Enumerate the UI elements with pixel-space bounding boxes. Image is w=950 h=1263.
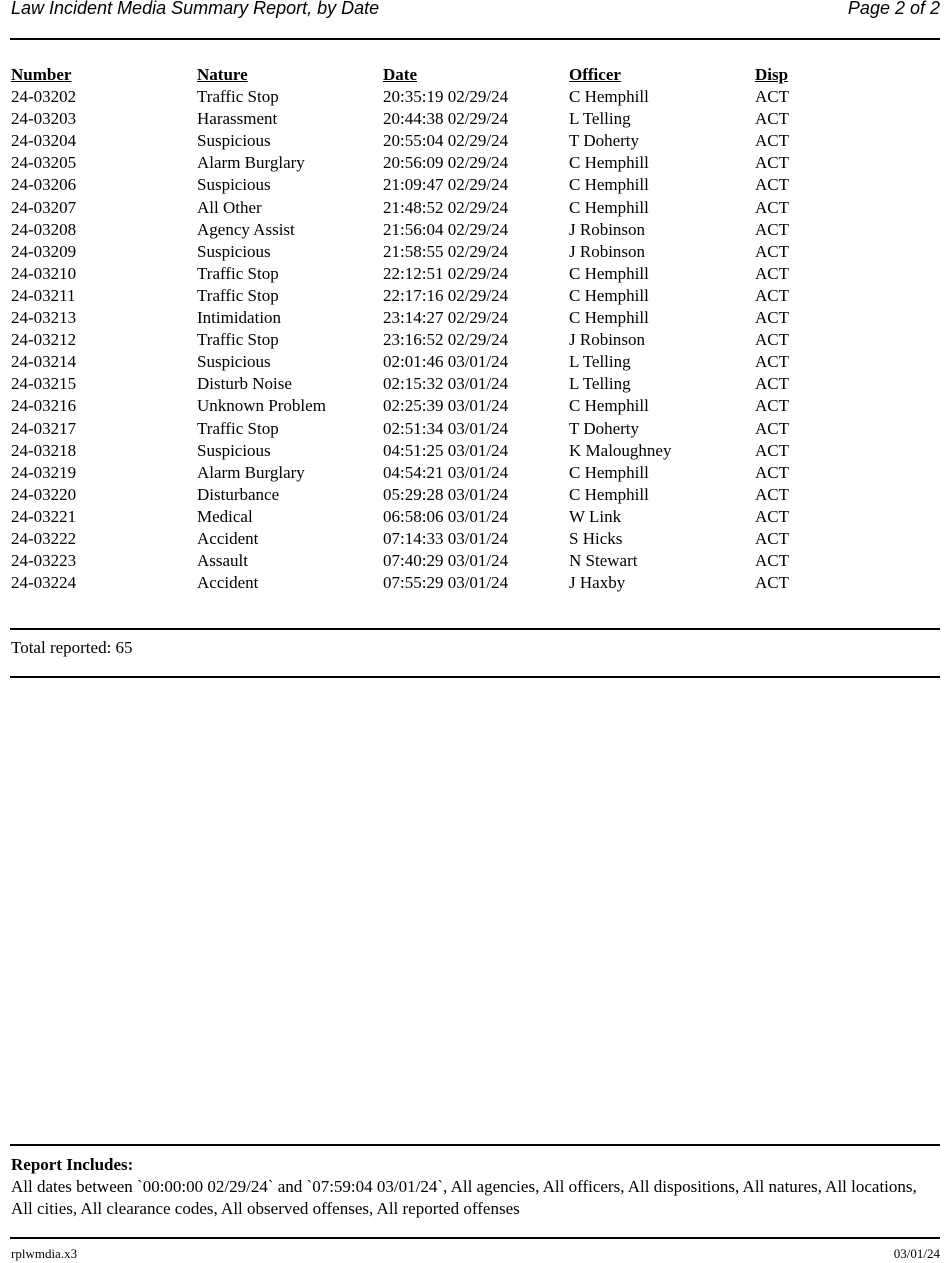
cell-disp: ACT <box>755 330 789 350</box>
cell-number: 24-03210 <box>11 263 77 283</box>
cell-officer: C Hemphill <box>569 175 649 195</box>
cell-nature: Unknown Problem <box>197 396 326 416</box>
cell-disp: ACT <box>755 241 789 261</box>
footer-divider <box>10 1237 940 1239</box>
cell-nature: Traffic Stop <box>197 330 279 350</box>
cell-date: 22:12:51 02/29/24 <box>383 263 509 283</box>
footer-date: 03/01/24 <box>893 1246 940 1261</box>
cell-nature: Accident <box>197 528 259 548</box>
cell-nature: Intimidation <box>197 308 282 328</box>
cell-nature: Disturb Noise <box>197 374 292 394</box>
cell-nature: Alarm Burglary <box>197 153 305 173</box>
cell-nature: Alarm Burglary <box>197 462 305 482</box>
cell-number: 24-03202 <box>11 87 77 107</box>
cell-date: 21:09:47 02/29/24 <box>383 175 509 195</box>
table-bottom-divider <box>10 628 940 630</box>
table-row <box>11 263 941 285</box>
cell-nature: All Other <box>197 197 262 217</box>
cell-date: 06:58:06 03/01/24 <box>383 506 509 526</box>
cell-officer: C Hemphill <box>569 263 649 283</box>
cell-officer: L Telling <box>569 109 631 129</box>
cell-disp: ACT <box>755 131 789 151</box>
cell-number: 24-03209 <box>11 241 77 261</box>
cell-nature: Traffic Stop <box>197 285 279 305</box>
column-header-officer: Officer <box>569 65 621 84</box>
cell-number: 24-03218 <box>11 440 77 460</box>
cell-number: 24-03219 <box>11 462 77 482</box>
table-row <box>11 86 941 108</box>
cell-number: 24-03224 <box>11 573 77 593</box>
cell-date: 05:29:28 03/01/24 <box>383 484 509 504</box>
report-includes-text: All dates between `00:00:00 02/29/24` and `07:59:04 03/01/24`, All agencies, All officers, All dispositions, All natures, All locations, All cities, All clearance codes, All observed offenses, All reported offenses <box>11 1177 917 1218</box>
cell-disp: ACT <box>755 374 789 394</box>
cell-number: 24-03203 <box>11 109 77 129</box>
cell-officer: L Telling <box>569 352 631 372</box>
cell-date: 23:14:27 02/29/24 <box>383 308 509 328</box>
cell-officer: J Robinson <box>569 219 646 239</box>
cell-disp: ACT <box>755 352 789 372</box>
cell-date: 23:16:52 02/29/24 <box>383 330 509 350</box>
cell-nature: Suspicious <box>197 175 271 195</box>
table-row <box>11 506 941 528</box>
cell-nature: Assault <box>197 551 248 571</box>
table-row <box>11 307 941 329</box>
cell-officer: L Telling <box>569 374 631 394</box>
report-includes-title: Report Includes: <box>11 1155 134 1174</box>
table-row <box>11 351 941 373</box>
cell-number: 24-03204 <box>11 131 77 151</box>
cell-number: 24-03212 <box>11 330 77 350</box>
cell-officer: J Haxby <box>569 573 626 593</box>
cell-date: 07:55:29 03/01/24 <box>383 573 509 593</box>
cell-disp: ACT <box>755 87 789 107</box>
table-row <box>11 572 941 594</box>
cell-disp: ACT <box>755 462 789 482</box>
table-row <box>11 130 941 152</box>
cell-number: 24-03223 <box>11 551 77 571</box>
cell-date: 20:55:04 02/29/24 <box>383 131 509 151</box>
cell-date: 21:56:04 02/29/24 <box>383 219 509 239</box>
cell-disp: ACT <box>755 219 789 239</box>
cell-disp: ACT <box>755 153 789 173</box>
table-row <box>11 108 941 130</box>
cell-officer: C Hemphill <box>569 308 649 328</box>
cell-officer: C Hemphill <box>569 285 649 305</box>
page-indicator: Page 2 of 2 <box>847 0 940 18</box>
cell-date: 21:48:52 02/29/24 <box>383 197 509 217</box>
cell-nature: Suspicious <box>197 352 271 372</box>
cell-date: 04:54:21 03/01/24 <box>383 462 509 482</box>
cell-nature: Traffic Stop <box>197 263 279 283</box>
cell-officer: C Hemphill <box>569 462 649 482</box>
cell-date: 20:56:09 02/29/24 <box>383 153 509 173</box>
table-row <box>11 241 941 263</box>
cell-date: 02:25:39 03/01/24 <box>383 396 509 416</box>
cell-nature: Traffic Stop <box>197 418 279 438</box>
table-row <box>11 219 941 241</box>
cell-nature: Accident <box>197 573 259 593</box>
cell-disp: ACT <box>755 528 789 548</box>
table-body <box>11 86 941 594</box>
summary-divider <box>10 676 940 678</box>
cell-date: 07:14:33 03/01/24 <box>383 528 509 548</box>
table-row <box>11 285 941 307</box>
header-divider <box>10 38 940 40</box>
cell-number: 24-03211 <box>11 285 76 305</box>
cell-date: 07:40:29 03/01/24 <box>383 551 509 571</box>
column-header-date: Date <box>383 65 417 84</box>
cell-disp: ACT <box>755 440 789 460</box>
column-header-number: Number <box>11 65 72 84</box>
table-row <box>11 484 941 506</box>
cell-disp: ACT <box>755 396 789 416</box>
cell-disp: ACT <box>755 109 789 129</box>
table-row <box>11 440 941 462</box>
cell-officer: C Hemphill <box>569 484 649 504</box>
table-row <box>11 329 941 351</box>
cell-nature: Medical <box>197 506 253 526</box>
cell-date: 02:01:46 03/01/24 <box>383 352 509 372</box>
cell-number: 24-03220 <box>11 484 77 504</box>
cell-nature: Suspicious <box>197 440 271 460</box>
table-row <box>11 528 941 550</box>
cell-number: 24-03205 <box>11 153 77 173</box>
cell-date: 20:35:19 02/29/24 <box>383 87 509 107</box>
cell-number: 24-03215 <box>11 374 77 394</box>
table-row <box>11 152 941 174</box>
cell-date: 02:15:32 03/01/24 <box>383 374 509 394</box>
report-code: rplwmdia.x3 <box>11 1246 78 1261</box>
cell-disp: ACT <box>755 197 789 217</box>
total-reported: Total reported: 65 <box>11 638 133 657</box>
cell-nature: Suspicious <box>197 131 271 151</box>
cell-number: 24-03222 <box>11 528 77 548</box>
cell-disp: ACT <box>755 175 789 195</box>
cell-officer: C Hemphill <box>569 396 649 416</box>
cell-number: 24-03214 <box>11 352 77 372</box>
cell-number: 24-03206 <box>11 175 77 195</box>
cell-disp: ACT <box>755 308 789 328</box>
cell-date: 20:44:38 02/29/24 <box>383 109 509 129</box>
cell-number: 24-03208 <box>11 219 77 239</box>
cell-date: 04:51:25 03/01/24 <box>383 440 509 460</box>
cell-nature: Suspicious <box>197 241 271 261</box>
table-row <box>11 197 941 219</box>
cell-officer: T Doherty <box>569 131 640 151</box>
table-row <box>11 462 941 484</box>
cell-officer: J Robinson <box>569 330 646 350</box>
cell-date: 02:51:34 03/01/24 <box>383 418 509 438</box>
table-row <box>11 373 941 395</box>
table-header-row <box>11 64 941 86</box>
cell-officer: T Doherty <box>569 418 640 438</box>
cell-number: 24-03216 <box>11 396 77 416</box>
cell-nature: Harassment <box>197 109 278 129</box>
cell-officer: K Maloughney <box>569 440 672 460</box>
column-header-disp: Disp <box>755 65 789 84</box>
cell-disp: ACT <box>755 573 789 593</box>
cell-date: 21:58:55 02/29/24 <box>383 241 509 261</box>
report-title: Law Incident Media Summary Report, by Date <box>11 0 380 18</box>
cell-officer: C Hemphill <box>569 153 649 173</box>
cell-officer: C Hemphill <box>569 87 649 107</box>
cell-disp: ACT <box>755 506 789 526</box>
cell-officer: S Hicks <box>569 528 623 548</box>
cell-number: 24-03221 <box>11 506 77 526</box>
cell-number: 24-03213 <box>11 308 77 328</box>
cell-nature: Traffic Stop <box>197 87 279 107</box>
cell-disp: ACT <box>755 285 789 305</box>
cell-officer: C Hemphill <box>569 197 649 217</box>
includes-divider <box>10 1144 940 1146</box>
cell-nature: Agency Assist <box>197 219 295 239</box>
table-row <box>11 418 941 440</box>
table-row <box>11 174 941 196</box>
cell-nature: Disturbance <box>197 484 280 504</box>
cell-date: 22:17:16 02/29/24 <box>383 285 509 305</box>
table-row <box>11 550 941 572</box>
cell-disp: ACT <box>755 418 789 438</box>
incident-table <box>11 64 941 594</box>
cell-officer: J Robinson <box>569 241 646 261</box>
cell-disp: ACT <box>755 484 789 504</box>
cell-number: 24-03217 <box>11 418 77 438</box>
cell-disp: ACT <box>755 263 789 283</box>
cell-number: 24-03207 <box>11 197 77 217</box>
table-row <box>11 395 941 417</box>
column-header-nature: Nature <box>197 65 248 84</box>
cell-officer: N Stewart <box>569 551 638 571</box>
cell-disp: ACT <box>755 551 789 571</box>
cell-officer: W Link <box>569 506 622 526</box>
